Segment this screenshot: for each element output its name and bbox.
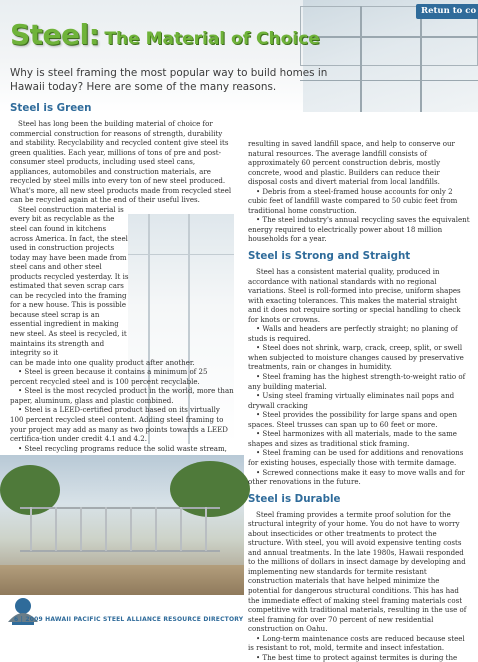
- title-main: Steel:: [10, 18, 100, 51]
- paragraph: resulting in saved landfill space, and help to conserve our natural resources. The average landfill consists of approximately 60 percent construction debris, mostly concrete, wood and plastic. Builders can reduce their disposal costs and divert material from local landfills.: [248, 139, 455, 187]
- steel-framing-photo: [0, 455, 244, 595]
- bullet-item: • The steel industry's annual recycling saves the equivalent energy required to electrically power about 18 million households for a year.: [248, 215, 470, 244]
- title-subtitle: The Material of Choice: [104, 29, 320, 49]
- intro-text: Why is steel framing the most popular way to build homes in Hawaii today? Here are some of the many reasons.: [10, 67, 328, 93]
- beam-line: [300, 36, 478, 38]
- bullet-item: • The best time to protect against termites is during the: [256, 652, 458, 662]
- section-heading-green: Steel is Green: [10, 102, 92, 114]
- alliance-logo-icon: [4, 592, 42, 636]
- bullet-item: • Steel framing has the highest strength-to-weight ratio of any building material.: [248, 372, 466, 391]
- bullet-item: • Steel is the most recycled product in the world, more than paper, aluminum, glass and plastic combined.: [10, 386, 234, 405]
- paragraph: can be made into one quality product after another.: [10, 357, 195, 367]
- bullet-item: • Long-term maintenance costs are reduced because steel is resistant to rot, mold, termite and insect infestation.: [248, 633, 465, 653]
- left-column: [10, 96, 234, 453]
- bullet-item: • Screwed connections make it easy to move walls and for other renovations in the future.: [248, 467, 465, 487]
- bullet-item: • Steel framing can be used for additions and renovations for existing houses, especially those with termite damage.: [248, 448, 464, 467]
- bullet-item: • Using steel framing virtually eliminates nail pops and drywall cracking: [248, 391, 455, 410]
- beam-line: [420, 6, 422, 112]
- paragraph: Steel has a consistent material quality, produced in accordance with national standards with no regional variations. Steel is roll-formed into precise, uniform shapes with exacting tolerances. This makes the material straight and it does not require sorting or special handling to check for knots or crowns.: [248, 267, 461, 324]
- beam-line: [360, 6, 362, 112]
- section-heading-strong: Steel is Strong and Straight: [248, 250, 411, 263]
- section-heading-durable: Steel is Durable: [248, 492, 341, 505]
- paragraph: Steel has long been the building material of choice for commercial construction for reasons of strength, durability and stability. Recyclability and recycled content give steel its green qualities. Each year, millions of tons of pre and post-consumer steel products, including used steel cans, appliances, automobiles and construction materials, are recycled by steel mills into every ton of new steel produced. What's more, all new steel products made from recycled steel can be recycled again at the end of their useful lives.: [10, 119, 232, 205]
- right-column: [248, 139, 470, 662]
- paragraph: Steel framing provides a termite proof solution for the structural integrity of your home. You do not have to worry about insecticides or other treatments to protect the structure. With steel, you will avoid expensive tenting costs and annual treatments. In the late 1980s, Hawaii responded to the millions of dollars in insect damage by developing and implementing new standards for termite resistant construction materials that have helped minimize the potential for dangerous structural conditions. This has had the immediate effect of making steel framing materials cost competitive with traditional materials, resulting in the use of steel framing for over 70 percent of new residential construction on Oahu.: [248, 509, 467, 634]
- bullet-item: • Steel provides the possibility for large spans and open spaces. Steel trusses can span up to 60 feet or more.: [248, 410, 458, 429]
- bullet-item: • Steel is green because it contains a minimum of 25 percent recycled steel and is 100 percent recyclable.: [10, 367, 208, 386]
- bullet-item: • Walls and headers are perfectly straight; no planing of studs is required.: [248, 324, 458, 343]
- bullet-item: • Debris from a steel-framed house accounts for only 2 cubic feet of landfill waste compared to 50 cubic feet from traditional home construction.: [248, 186, 458, 215]
- bullet-item: • Steel recycling programs reduce the solid waste stream,: [18, 443, 227, 453]
- page-title: [10, 18, 320, 51]
- bullet-item: • Steel is a LEED-certified product based on its virtually 100 percent recycled steel content. Adding steel framing to your project may add as many as two points towards a LEED certifica-tion under credit 4.1 and 4.2.: [10, 405, 228, 444]
- bullet-item: • Steel harmonizes with all materials, made to the same shapes and sizes as traditional stick framing.: [248, 429, 457, 448]
- bullet-item: • Steel does not shrink, warp, crack, creep, split, or swell when subjected to moisture changes caused by preservative treatments, rain or changes in humidity.: [248, 343, 464, 372]
- return-to-contents-link[interactable]: Retun to co: [416, 4, 478, 19]
- footer-page-info: 6 | 2009 HAWAII PACIFIC STEEL ALLIANCE RESOURCE DIRECTORY: [14, 616, 244, 623]
- paragraph: Steel construction material is every bit as recyclable as the steel can found in kitchens across America. In fact, the steel used in construction projects today may have been made from steel cans and other steel products recycled yesterday. It is estimated that seven scrap cars can be recycled into the framing for a new house. This is possible because steel scrap is an essential ingredient in making new steel. As steel is recycled, it maintains its strength and integrity so it: [10, 204, 129, 358]
